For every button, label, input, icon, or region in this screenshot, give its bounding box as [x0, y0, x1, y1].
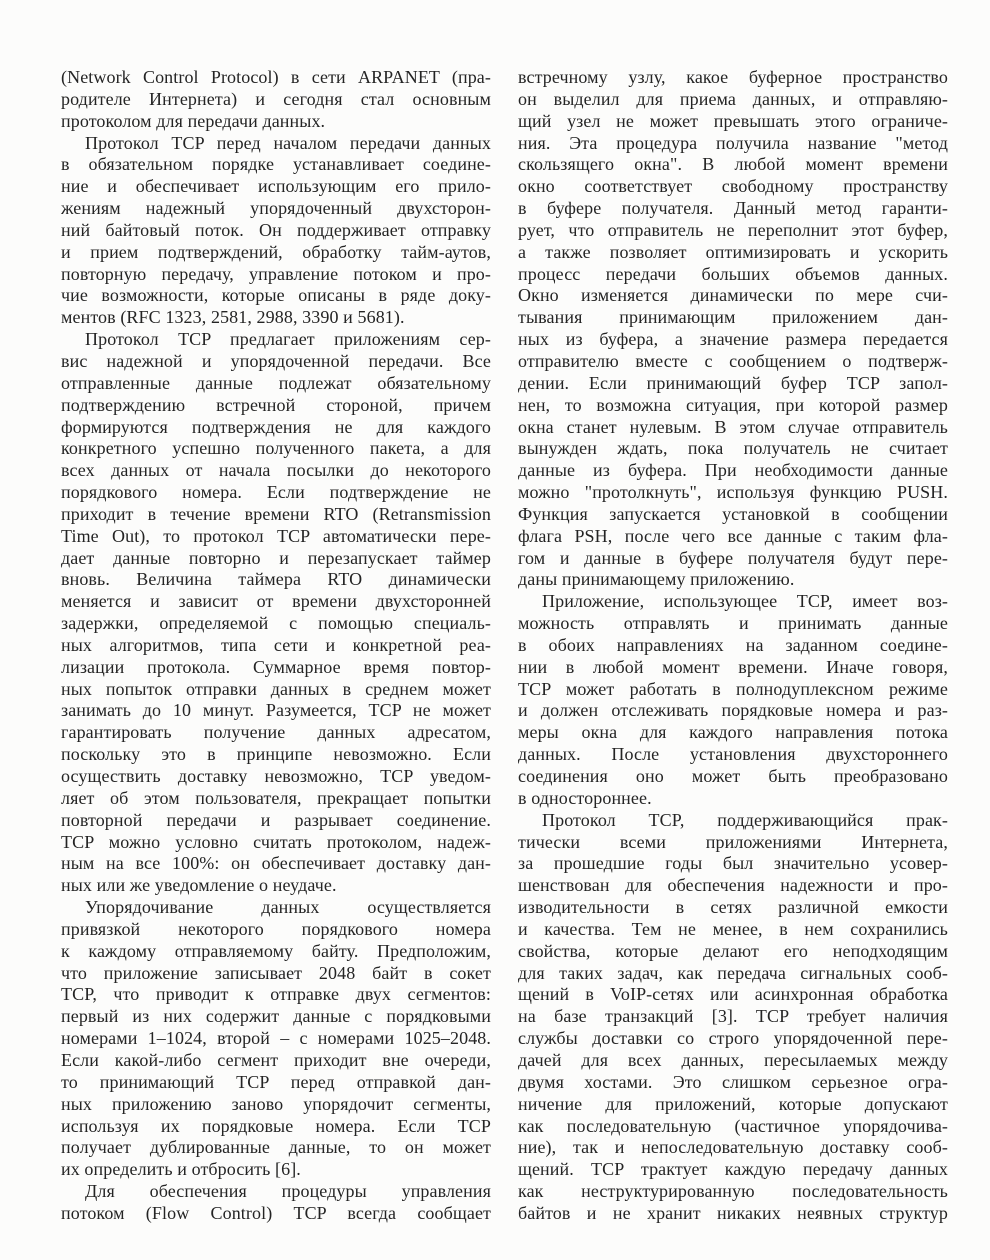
text-line: в буфере получателя. Данный метод гаранти- [518, 198, 948, 219]
text-line: ным на все 100%: он обеспечивает доставку дан- [61, 853, 491, 874]
text-line: занимать до 10 минут. Разумеется, TCP не может [61, 700, 491, 721]
text-line: Функция запускается установкой в сообщении [518, 503, 948, 524]
text-line: отправителю вместе с сообщением о подтверж- [518, 350, 948, 371]
paragraph [61, 329, 491, 897]
text-line: повторной передачи и разрывает соединение. [61, 809, 491, 830]
text-line: ний байтовый поток. Он поддерживает отправку [61, 219, 491, 240]
text-line: приходит в течение времени RTO (Retransmission [61, 503, 491, 524]
text-line: чие возможности, которые описаны в ряде доку- [61, 285, 491, 306]
text-line: даны принимающему приложению. [518, 569, 795, 590]
paragraph [518, 591, 948, 809]
text-line: на базе транзакций [3]. TCP требует наличия [518, 1006, 948, 1027]
text-line: первый из них содержит данные с порядковыми [61, 1006, 491, 1027]
text-line: а также позволяет оптимизировать и ускорить [518, 241, 948, 262]
text-line: используя их порядковые номера. Если TCP [61, 1115, 491, 1136]
text-line: можно "протолкнуть", используя функцию PUSH. [518, 482, 948, 503]
text-line: ментов (RFC 1323, 2581, 2988, 3390 и 5681). [61, 307, 405, 328]
text-line: ния. Эта процедура получила название "метод [518, 132, 948, 153]
text-line: скользящего окна". В любой момент времени [518, 154, 948, 175]
text-line: ние и обеспечивает использующим его прило- [61, 176, 491, 197]
text-line: TCP может работать в полнодуплексном режиме [518, 678, 948, 699]
text-line: и качества. Тем не менее, в нем сохранились [518, 918, 948, 939]
text-line: Упорядочивание данных осуществляется [85, 897, 491, 918]
text-line: для таких задач, как передача сигнальных сооб- [518, 962, 948, 983]
text-line: в одностороннее. [518, 787, 652, 808]
text-line: Для обеспечения процедуры управления [85, 1181, 491, 1202]
text-line: ных попыток отправки данных в среднем может [61, 678, 491, 699]
text-line: дает данные повторно и перезапускает таймер [61, 547, 491, 568]
text-line: в обязательном порядке устанавливает соедине- [61, 154, 491, 175]
text-line: ние), так и непоследовательную доставку сооб- [518, 1137, 948, 1158]
text-line: меры окна для каждого направления потока [518, 722, 948, 743]
text-line: щений в VoIP-сетях или асинхронная обработка [518, 984, 948, 1005]
text-line: как последовательную (частичное упорядочива- [518, 1115, 948, 1136]
text-line: в обоих направлениях на заданном соедине- [518, 634, 948, 655]
text-line: окна станет нулевым. В этом случае отправитель [518, 416, 948, 437]
text-line: порядкового номера. Если подтверждение не [61, 482, 491, 503]
paragraph [61, 133, 491, 330]
text-line: повторную передачу, управление потоком и про- [61, 263, 491, 284]
text-line: окно соответствует свободному пространству [518, 176, 948, 197]
text-line: Приложение, использующее TCP, имеет воз- [542, 591, 948, 612]
text-line: байтов и не хранит никаких неявных структур [518, 1202, 948, 1223]
text-line: меняется и зависит от времени двухсторонней [61, 591, 491, 612]
text-line: Протокол TCP, поддерживающийся прак- [542, 809, 948, 830]
text-line: тически всеми приложениями Интернета, [518, 831, 948, 852]
text-line: потоком (Flow Control) TCP всегда сообщает [61, 1202, 491, 1223]
text-line: ных алгоритмов, типа сети и конкретной реа- [61, 634, 491, 655]
text-line: и прием подтверждений, обработку тайм-аутов, [61, 241, 491, 262]
paragraph [518, 67, 948, 591]
text-line: процесс передачи больших объемов данных. [518, 263, 948, 284]
text-line: шенствован для обеспечения надежности и про- [518, 875, 948, 896]
text-line: вынужден ждать, пока получатель не считает [518, 438, 948, 459]
text-line: подтверждению встречной стороной, причем [61, 394, 491, 415]
text-line: родителе Интернета) и сегодня стал основным [61, 88, 491, 109]
text-line: гарантировать получение данных адресатом, [61, 722, 491, 743]
text-line: соединения оно может быть преобразовано [518, 766, 948, 786]
text-line: TCP, что приводит к отправке двух сегментов: [61, 984, 491, 1005]
text-line: дачей для всех данных, пересылаемых между [518, 1049, 948, 1070]
text-line: ных из буфера, а значение размера передается [518, 329, 948, 350]
text-line: нен, то возможна ситуация, при которой размер [518, 394, 948, 415]
text-line: Окно изменяется динамически по мере счи- [518, 285, 948, 306]
text-line: всех данных от начала посылки до некоторого [61, 460, 491, 481]
text-line: привязкой некоторого порядкового номера [61, 918, 491, 939]
text-line: ных или же уведомление о неудаче. [61, 875, 337, 896]
text-line: их определить и отбросить [6]. [61, 1159, 301, 1180]
text-line: за прошедшие годы был значительно усовер- [518, 853, 948, 874]
text-line: то принимающий TCP перед отправкой дан- [61, 1071, 491, 1092]
text-line: TCP можно условно считать протоколом, надеж- [61, 831, 491, 852]
text-line: Протокол TCP перед началом передачи данных [85, 132, 491, 153]
text-line: службы доставки со строго упорядоченной пере- [518, 1028, 948, 1049]
text-line: флага PSH, после чего все данные с таким фла- [518, 525, 948, 546]
text-line: ляет об этом пользователя, прекращает попытки [61, 787, 491, 808]
text-line: номерами 1–1024, второй – с номерами 1025–2048. [61, 1028, 491, 1049]
text-line: формируются подтверждения не для каждого [61, 416, 491, 437]
text-line: отправленные данные подлежат обязательному [61, 372, 491, 393]
text-line: поскольку это в принципе невозможно. Если [61, 744, 491, 765]
text-line: получает дублированные данные, то он может [61, 1137, 491, 1158]
paragraph [61, 897, 491, 1181]
text-line: конкретного успешно полученного пакета, а для [61, 438, 491, 459]
text-line: как неструктурированную последовательность [518, 1181, 948, 1202]
text-line: жениям надежный упорядоченный двухсторон- [61, 198, 491, 219]
text-line: щений. TCP трактует каждую передачу данных [518, 1159, 948, 1180]
text-line: вновь. Величина таймера RTO динамически [61, 569, 491, 590]
text-line: лизации протокола. Суммарное время повтор- [61, 656, 491, 677]
paragraph [61, 1181, 491, 1225]
text-line: ничение для приложений, которые допускают [518, 1093, 948, 1114]
paragraph [61, 67, 491, 133]
text-line: Если какой-либо сегмент приходит вне очереди, [61, 1049, 491, 1070]
text-column-right [518, 67, 948, 1225]
text-line: задержки, определяемой с помощью специаль- [61, 613, 491, 634]
text-line: вис надежной и упорядоченной передачи. Все [61, 350, 491, 371]
text-line: он выделил для приема данных, и отправляю- [518, 88, 948, 109]
text-column-left [61, 67, 491, 1225]
text-line: Time Out), то протокол TCP автоматически пере- [61, 525, 491, 546]
text-line: данных. После установления двухстороннего [518, 744, 948, 765]
text-line: и должен отслеживать порядковые номера и раз- [518, 700, 948, 721]
text-line: нии в любой момент времени. Иначе говоря, [518, 656, 948, 677]
text-line: ных приложению заново упорядочит сегменты, [61, 1093, 491, 1114]
paragraph [518, 810, 948, 1225]
text-line: что приложение записывает 2048 байт в сокет [61, 962, 491, 983]
text-line: свойства, которые делают его неподходящим [518, 940, 948, 961]
text-line: к каждому отправляемому байту. Предположим, [61, 940, 491, 961]
text-line: (Network Control Protocol) в сети ARPANET (пра- [61, 67, 491, 87]
text-line: встречному узлу, какое буферное пространство [518, 67, 948, 87]
text-line: двумя хостами. Это слишком серьезное огра- [518, 1071, 948, 1092]
text-line: протоколом для передачи данных. [61, 110, 326, 131]
text-line: данные из буфера. При необходимости данные [518, 460, 948, 481]
text-line: изводительности в сетях различной емкости [518, 897, 948, 918]
text-line: тывания принимающим приложением дан- [518, 307, 948, 328]
text-line: дении. Если принимающий буфер TCP запол- [518, 372, 948, 393]
text-line: Протокол TCP предлагает приложениям сер- [85, 329, 491, 350]
text-line: щий узел не может превышать этого ограниче- [518, 110, 948, 131]
text-line: гом и данные в буфере получателя будут пере- [518, 547, 948, 568]
text-line: осуществить доставку невозможно, TCP уведом- [61, 766, 491, 786]
text-line: рует, что отправитель не переполнит этот буфер, [518, 219, 948, 240]
text-line: можность отправлять и принимать данные [518, 613, 948, 634]
